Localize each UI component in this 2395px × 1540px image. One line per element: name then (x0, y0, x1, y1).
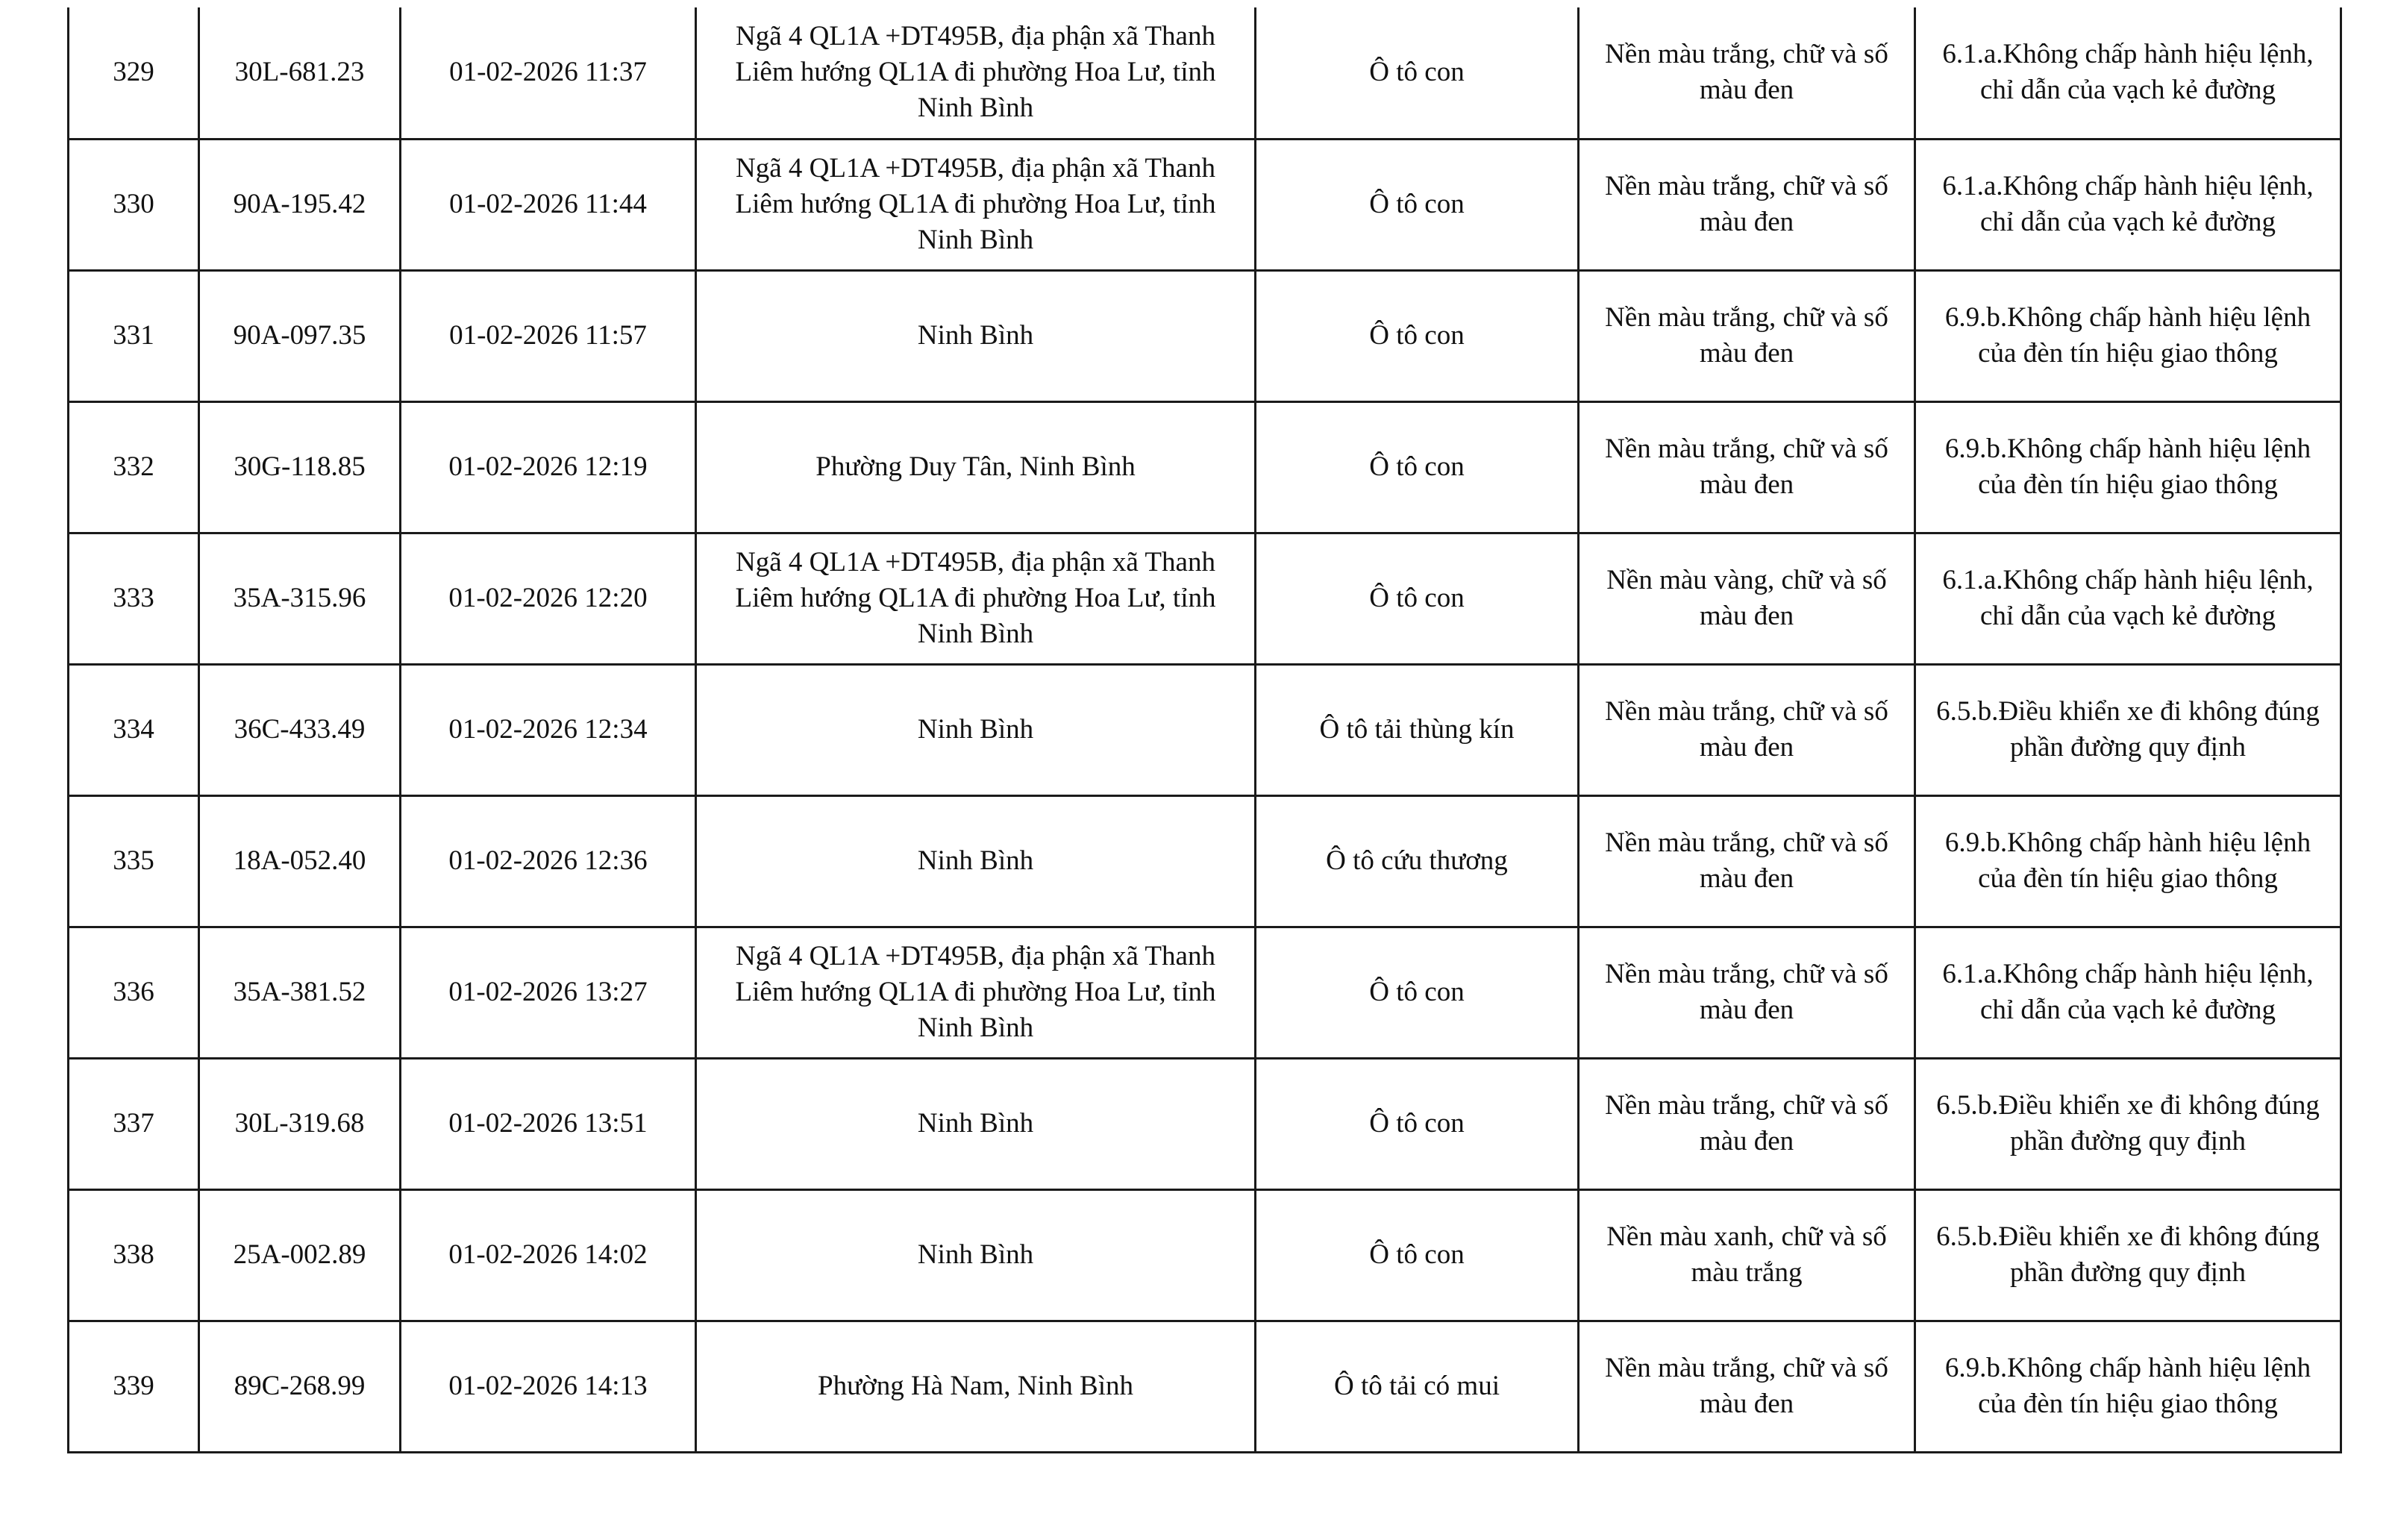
cell-plate-color: Nền màu trắng, chữ và số màu đen (1579, 270, 1915, 401)
cell-time: 01-02-2026 11:37 (401, 7, 696, 139)
cell-stt: 337 (69, 1058, 199, 1189)
cell-plate-color: Nền màu trắng, chữ và số màu đen (1579, 795, 1915, 927)
cell-violation: 6.1.a.Không chấp hành hiệu lệnh, chỉ dẫn của vạch kẻ đường (1915, 927, 2341, 1058)
cell-time: 01-02-2026 12:19 (401, 401, 696, 533)
cell-stt: 333 (69, 533, 199, 664)
cell-time: 01-02-2026 12:34 (401, 664, 696, 795)
cell-vehicle-type: Ô tô con (1256, 533, 1579, 664)
cell-time: 01-02-2026 11:44 (401, 139, 696, 270)
cell-time: 01-02-2026 13:27 (401, 927, 696, 1058)
cell-stt: 335 (69, 795, 199, 927)
cell-location: Ngã 4 QL1A +DT495B, địa phận xã Thanh Liêm hướng QL1A đi phường Hoa Lư, tỉnh Ninh Bình (696, 7, 1256, 139)
cell-plate: 25A-002.89 (199, 1189, 401, 1321)
table-row (69, 139, 2341, 270)
cell-plate-color: Nền màu trắng, chữ và số màu đen (1579, 1321, 1915, 1452)
cell-location: Ngã 4 QL1A +DT495B, địa phận xã Thanh Liêm hướng QL1A đi phường Hoa Lư, tỉnh Ninh Bình (696, 533, 1256, 664)
violations-table (67, 7, 2342, 1453)
cell-plate: 90A-195.42 (199, 139, 401, 270)
cell-plate: 35A-315.96 (199, 533, 401, 664)
cell-location: Phường Duy Tân, Ninh Bình (696, 401, 1256, 533)
table-row (69, 1058, 2341, 1189)
cell-violation: 6.9.b.Không chấp hành hiệu lệnh của đèn tín hiệu giao thông (1915, 1321, 2341, 1452)
cell-violation: 6.5.b.Điều khiển xe đi không đúng phần đường quy định (1915, 1058, 2341, 1189)
cell-time: 01-02-2026 13:51 (401, 1058, 696, 1189)
cell-location: Ninh Bình (696, 664, 1256, 795)
cell-plate: 36C-433.49 (199, 664, 401, 795)
cell-violation: 6.1.a.Không chấp hành hiệu lệnh, chỉ dẫn của vạch kẻ đường (1915, 7, 2341, 139)
cell-plate: 18A-052.40 (199, 795, 401, 927)
cell-stt: 336 (69, 927, 199, 1058)
cell-location: Ninh Bình (696, 795, 1256, 927)
cell-violation: 6.9.b.Không chấp hành hiệu lệnh của đèn tín hiệu giao thông (1915, 401, 2341, 533)
cell-violation: 6.1.a.Không chấp hành hiệu lệnh, chỉ dẫn của vạch kẻ đường (1915, 533, 2341, 664)
cell-stt: 332 (69, 401, 199, 533)
cell-plate-color: Nền màu trắng, chữ và số màu đen (1579, 139, 1915, 270)
cell-plate-color: Nền màu trắng, chữ và số màu đen (1579, 927, 1915, 1058)
cell-plate-color: Nền màu xanh, chữ và số màu trắng (1579, 1189, 1915, 1321)
cell-plate: 89C-268.99 (199, 1321, 401, 1452)
table-row (69, 795, 2341, 927)
cell-location: Ninh Bình (696, 270, 1256, 401)
cell-time: 01-02-2026 14:13 (401, 1321, 696, 1452)
cell-stt: 339 (69, 1321, 199, 1452)
cell-plate: 30L-319.68 (199, 1058, 401, 1189)
cell-vehicle-type: Ô tô con (1256, 139, 1579, 270)
cell-time: 01-02-2026 14:02 (401, 1189, 696, 1321)
cell-plate-color: Nền màu trắng, chữ và số màu đen (1579, 1058, 1915, 1189)
cell-vehicle-type: Ô tô con (1256, 270, 1579, 401)
table-row (69, 401, 2341, 533)
cell-vehicle-type: Ô tô con (1256, 927, 1579, 1058)
cell-time: 01-02-2026 12:20 (401, 533, 696, 664)
cell-plate-color: Nền màu vàng, chữ và số màu đen (1579, 533, 1915, 664)
cell-plate-color: Nền màu trắng, chữ và số màu đen (1579, 7, 1915, 139)
cell-stt: 329 (69, 7, 199, 139)
cell-vehicle-type: Ô tô tải thùng kín (1256, 664, 1579, 795)
cell-violation: 6.5.b.Điều khiển xe đi không đúng phần đường quy định (1915, 664, 2341, 795)
cell-plate: 90A-097.35 (199, 270, 401, 401)
cell-time: 01-02-2026 11:57 (401, 270, 696, 401)
cell-plate: 30L-681.23 (199, 7, 401, 139)
cell-vehicle-type: Ô tô con (1256, 7, 1579, 139)
cell-location: Ngã 4 QL1A +DT495B, địa phận xã Thanh Liêm hướng QL1A đi phường Hoa Lư, tỉnh Ninh Bình (696, 139, 1256, 270)
table-row (69, 1321, 2341, 1452)
cell-plate: 35A-381.52 (199, 927, 401, 1058)
cell-violation: 6.1.a.Không chấp hành hiệu lệnh, chỉ dẫn của vạch kẻ đường (1915, 139, 2341, 270)
table-row (69, 7, 2341, 139)
cell-plate-color: Nền màu trắng, chữ và số màu đen (1579, 401, 1915, 533)
cell-violation: 6.9.b.Không chấp hành hiệu lệnh của đèn tín hiệu giao thông (1915, 270, 2341, 401)
cell-vehicle-type: Ô tô tải có mui (1256, 1321, 1579, 1452)
cell-stt: 334 (69, 664, 199, 795)
table-row (69, 270, 2341, 401)
table-row (69, 664, 2341, 795)
table-row (69, 533, 2341, 664)
cell-plate-color: Nền màu trắng, chữ và số màu đen (1579, 664, 1915, 795)
cell-vehicle-type: Ô tô con (1256, 401, 1579, 533)
cell-stt: 330 (69, 139, 199, 270)
cell-time: 01-02-2026 12:36 (401, 795, 696, 927)
cell-vehicle-type: Ô tô cứu thương (1256, 795, 1579, 927)
cell-stt: 338 (69, 1189, 199, 1321)
cell-location: Phường Hà Nam, Ninh Bình (696, 1321, 1256, 1452)
cell-location: Ninh Bình (696, 1058, 1256, 1189)
cell-vehicle-type: Ô tô con (1256, 1058, 1579, 1189)
cell-vehicle-type: Ô tô con (1256, 1189, 1579, 1321)
cell-plate: 30G-118.85 (199, 401, 401, 533)
cell-location: Ngã 4 QL1A +DT495B, địa phận xã Thanh Liêm hướng QL1A đi phường Hoa Lư, tỉnh Ninh Bình (696, 927, 1256, 1058)
cell-location: Ninh Bình (696, 1189, 1256, 1321)
table-row (69, 1189, 2341, 1321)
cell-violation: 6.9.b.Không chấp hành hiệu lệnh của đèn tín hiệu giao thông (1915, 795, 2341, 927)
table-row (69, 927, 2341, 1058)
cell-stt: 331 (69, 270, 199, 401)
cell-violation: 6.5.b.Điều khiển xe đi không đúng phần đường quy định (1915, 1189, 2341, 1321)
